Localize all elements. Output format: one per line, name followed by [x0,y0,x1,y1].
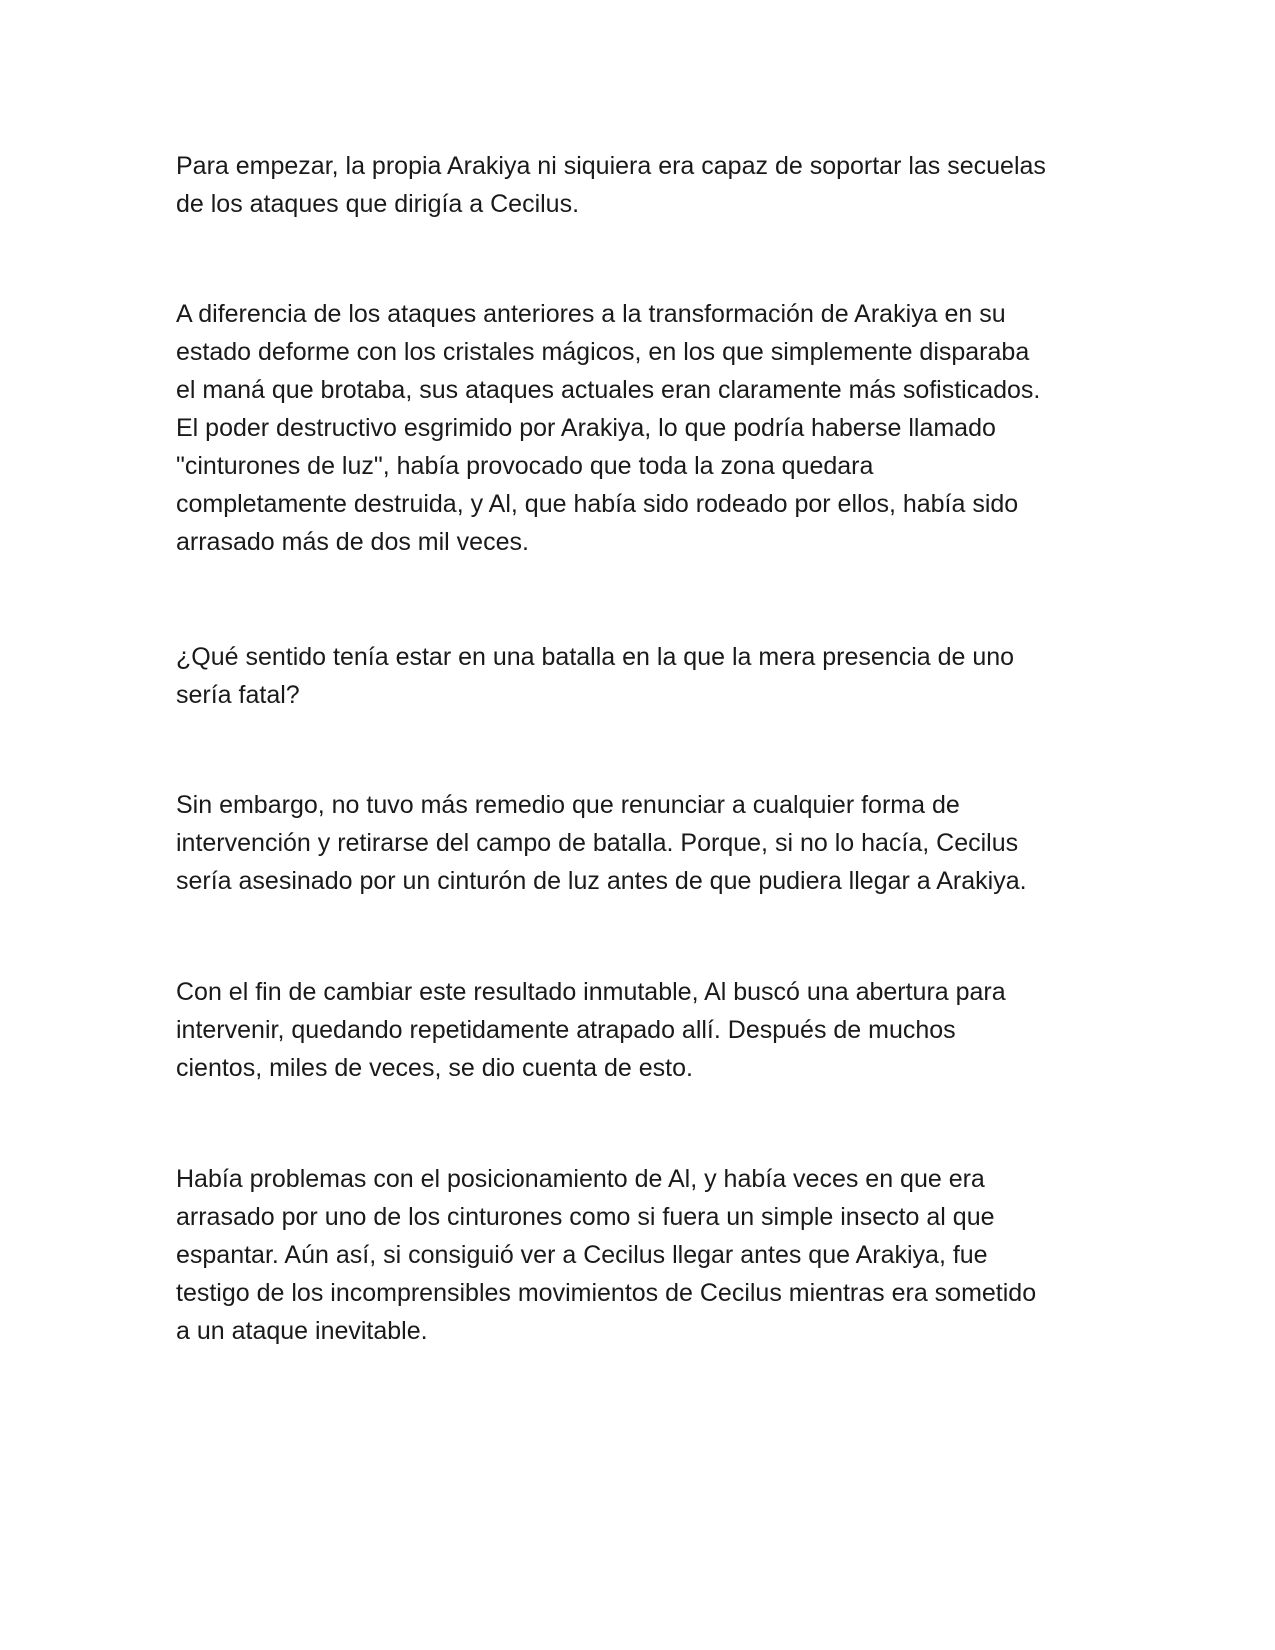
paragraph-line: estado deforme con los cristales mágicos, en los que simplemente disparaba [176,338,1030,366]
paragraph-line: arrasado más de dos mil veces. [176,528,529,556]
paragraph-line: ¿Qué sentido tenía estar en una batalla en la que la mera presencia de uno [176,643,1015,671]
paragraph-line: Con el fin de cambiar este resultado inmutable, Al buscó una abertura para [176,978,1006,1006]
paragraph-line: A diferencia de los ataques anteriores a la transformación de Arakiya en su [176,300,1006,328]
paragraph-line: el maná que brotaba, sus ataques actuales eran claramente más sofisticados. [176,376,1041,404]
paragraph-2 [176,295,1096,561]
paragraph-line: intervenir, quedando repetidamente atrapado allí. Después de muchos [176,1016,956,1044]
paragraph-line: Había problemas con el posicionamiento de Al, y había veces en que era [176,1165,985,1193]
paragraph-5 [176,973,1096,1087]
paragraph-line: intervención y retirarse del campo de batalla. Porque, si no lo hacía, Cecilus [176,829,1019,857]
paragraph-line: Para empezar, la propia Arakiya ni siquiera era capaz de soportar las secuelas [176,152,1046,180]
paragraph-line: Sin embargo, no tuvo más remedio que renunciar a cualquier forma de [176,791,960,819]
paragraph-line: arrasado por uno de los cinturones como si fuera un simple insecto al que [176,1203,995,1231]
paragraph-line: testigo de los incomprensibles movimientos de Cecilus mientras era sometido [176,1279,1037,1307]
paragraph-line: El poder destructivo esgrimido por Arakiya, lo que podría haberse llamado [176,414,996,442]
paragraph-6 [176,1160,1096,1350]
paragraph-line: a un ataque inevitable. [176,1317,428,1345]
paragraph-3 [176,638,1096,714]
paragraph-4 [176,786,1096,900]
paragraph-line: sería fatal? [176,681,300,709]
paragraph-line: de los ataques que dirigía a Cecilus. [176,190,580,218]
paragraph-line: completamente destruida, y Al, que había sido rodeado por ellos, había sido [176,490,1019,518]
paragraph-1 [176,147,1096,223]
paragraph-line: sería asesinado por un cinturón de luz antes de que pudiera llegar a Arakiya. [176,867,1027,895]
paragraph-line: cientos, miles de veces, se dio cuenta de esto. [176,1054,693,1082]
paragraph-line: "cinturones de luz", había provocado que toda la zona quedara [176,452,874,480]
paragraph-line: espantar. Aún así, si consiguió ver a Cecilus llegar antes que Arakiya, fue [176,1241,988,1269]
